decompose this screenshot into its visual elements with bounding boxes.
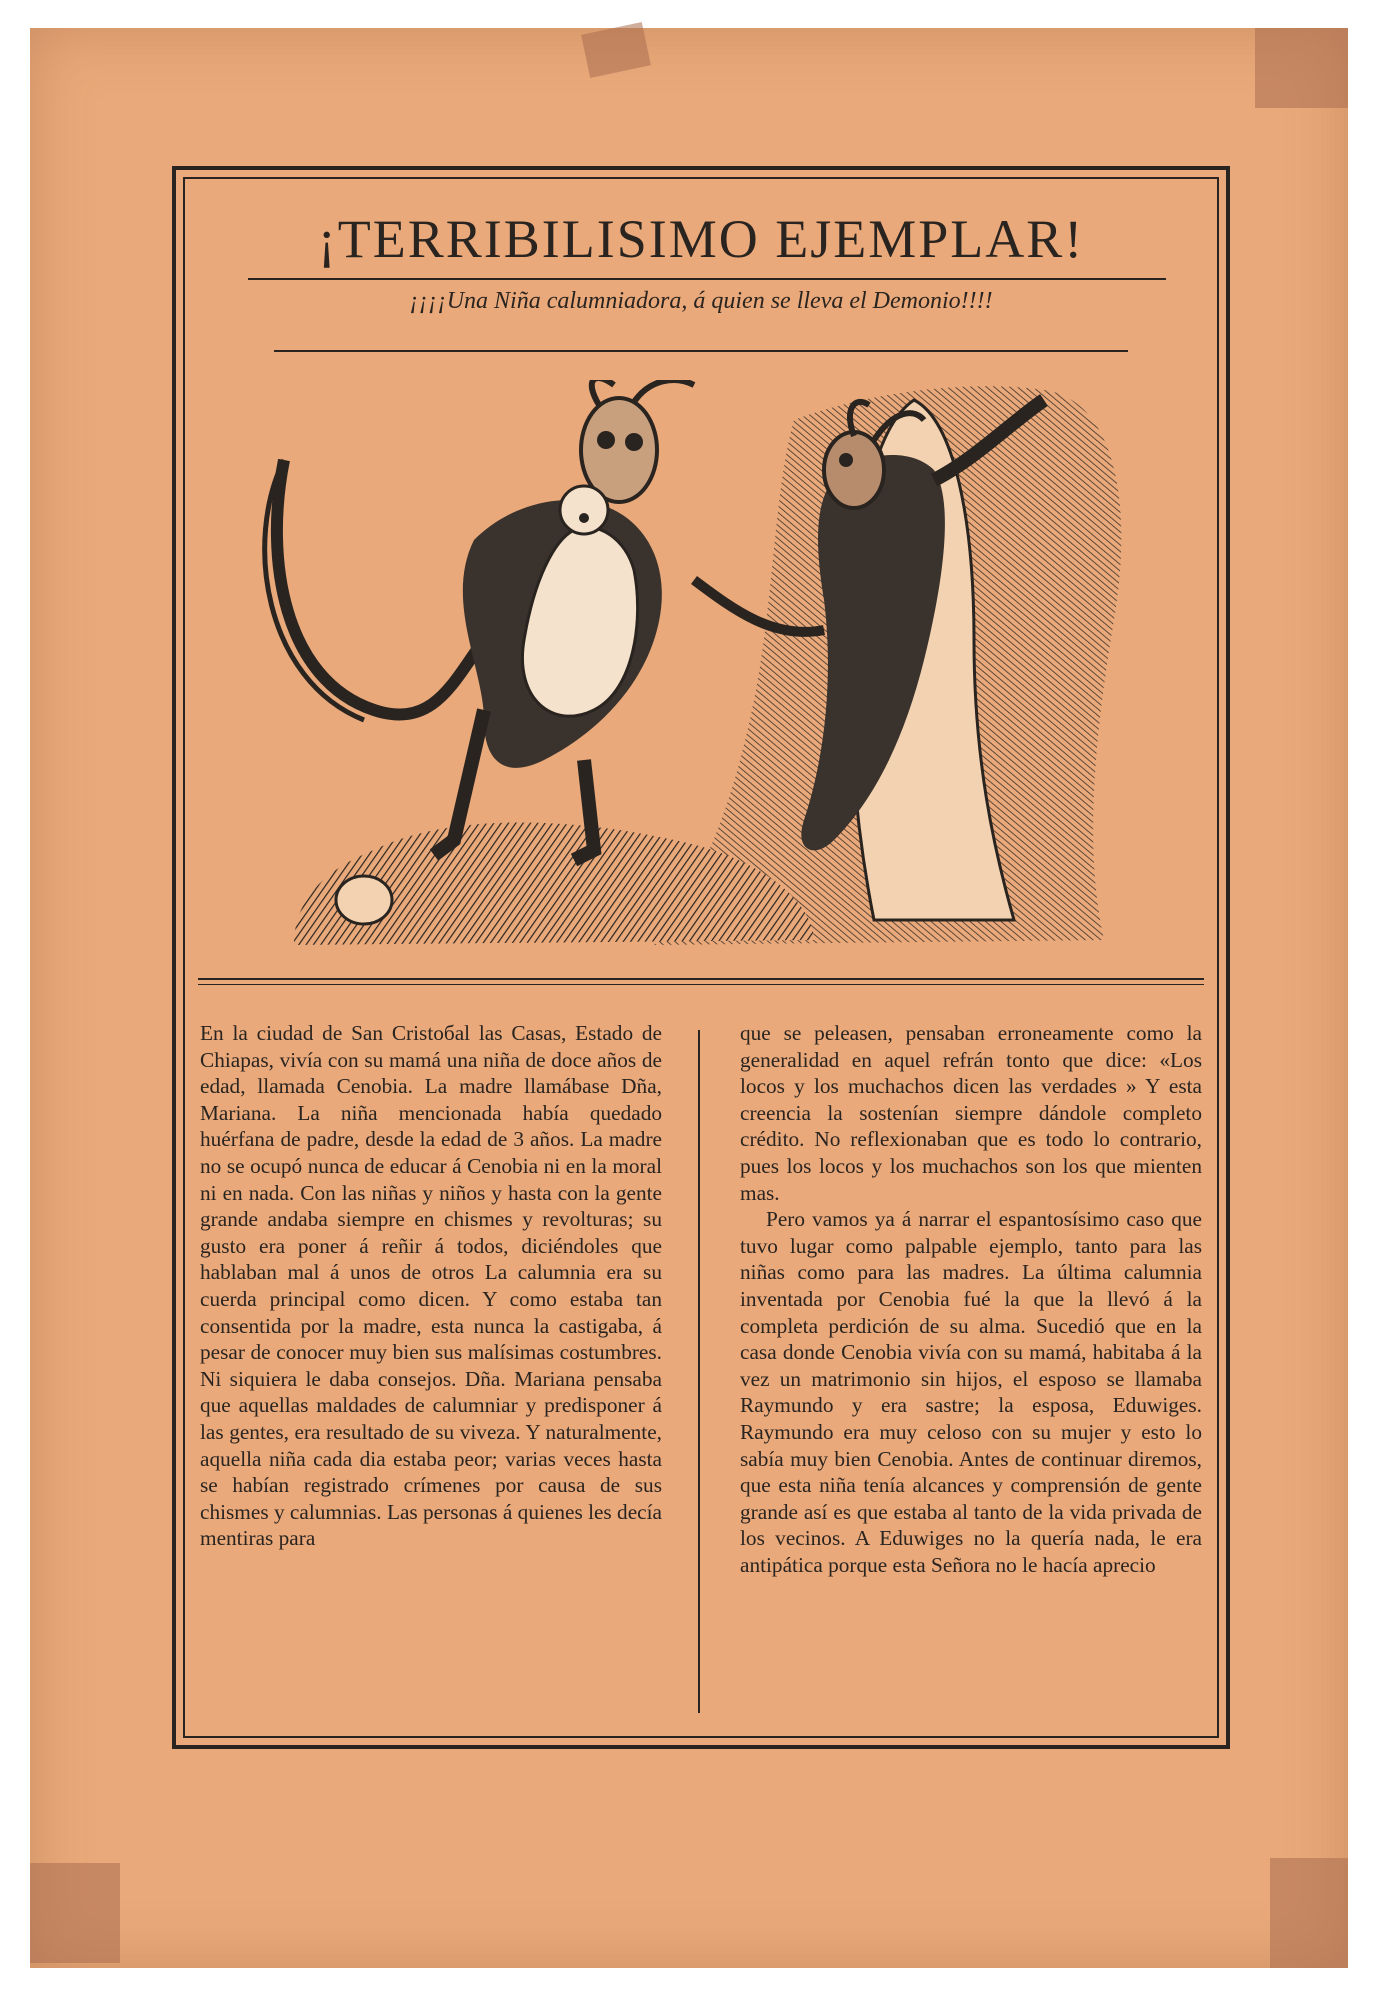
- article-column-left: [200, 1020, 662, 1552]
- subtitle-rule: [274, 350, 1128, 352]
- title-rule: [248, 278, 1166, 280]
- tape-mark-bottom-left: [30, 1863, 120, 1963]
- illustration-rule-lower: [198, 984, 1204, 985]
- broadside-frame: [172, 166, 1230, 1749]
- page-title: ¡TERRIBILISIMO EJEMPLAR!: [317, 209, 1085, 269]
- tape-mark-bottom-right: [1270, 1858, 1348, 1968]
- article-column-right: [740, 1020, 1202, 1578]
- tape-mark-top-right: [1255, 28, 1348, 108]
- paragraph: que se peleasen, pensaban erroneamente como la generalidad en aquel refrán tonto que dice: «Los locos y los muchachos dicen las verdades » Y esta creencia la sostenían siempre dándole completo crédito. No reflexionaban que es todo lo contrario, pues los locos y los muchachos son los que mienten mas.: [740, 1021, 1202, 1205]
- tape-mark-top: [581, 22, 651, 78]
- paper-sheet: [30, 28, 1348, 1968]
- column-divider: [698, 1030, 700, 1713]
- woodcut-demons-carrying-girl-icon: [254, 380, 1142, 950]
- paragraph: En la ciudad de San Cristoбal las Casas, Estado de Chiapas, vivía con su mamá una niña de doce años de edad, llamada Cenobia. La madre llamábase Dña, Mariana. La niña mencionada había quedado huérfana de padre, desde la edad de 3 años. La madre no se ocupó nunca de educar á Cenobia ni en la moral ni en nada. Con las niñas y niños y hasta con la gente grande andaba siempre en chismes y revolturas; su gusto era poner á reñir á todos, diciéndoles que hablaban mal á unos de otros La calumnia era su cuerda principal como dicen. Y como estaba tan consentida por la madre, esta nunca la castigaba, á pesar de conocer muy bien sus malísimas costumbres. Ni siquiera le daba consejos. Dña. Mariana pensaba que aquellas maldades de calumniar y predisponer á las gentes, era resultado de su viveza. Y naturalmente, aquella niña cada dia estaba peor; varias veces hasta se habían registrado crímenes por causa de sus chismes y calumnias. Las personas á quienes les decía mentiras para: [200, 1021, 662, 1551]
- subtitle: ¡¡¡¡Una Niña calumniadora, á quien se lleva el Demonio!!!!: [409, 288, 993, 314]
- article-body: [198, 1020, 1204, 1717]
- paragraph: Pero vamos ya á narrar el espantosísimo caso que tuvo lugar como palpable ejemplo, tanto para las niñas como para las madres. La última calumnia inventada por Cenobia fué la que la llevó á la completa perdición de su alma. Sucedió que en la casa donde Cenobia vivía con su mamá, habitaba á la vez un matrimonio sin hijos, el esposo se llamaba Raymundo y era sastre; la esposa, Eduwiges. Raymundo era muy celoso con su mujer y esto lo sabía muy bien Cenobia. Antes de continuar diremos, que esta niña tenía alcances y comprensión de gente grande así es que estaba al tanto de la vida privada de los vecinos. A Eduwiges no la quería nada, le era antipática porque esta Señora no le hacía aprecio: [740, 1207, 1202, 1577]
- illustration-rule: [198, 978, 1204, 980]
